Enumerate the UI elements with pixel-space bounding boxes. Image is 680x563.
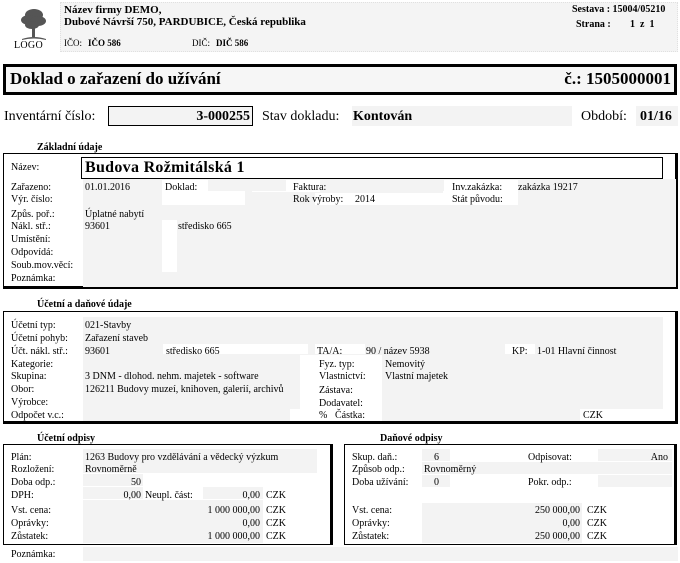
period-label: Období:: [581, 109, 627, 124]
accounting-cost-center-name: středisko 665: [166, 346, 220, 357]
usage-period-value: 0: [434, 477, 439, 488]
group-value: 3 DNM - dlohod. nehm. majetek - software: [85, 371, 259, 382]
production-year-label: Rok výroby:: [293, 194, 344, 205]
document-status-value: Kontován: [353, 109, 413, 124]
accounting-movement-label: Účetní pohyb:: [11, 333, 68, 344]
cost-center-name: středisko 665: [178, 221, 232, 232]
physical-type-label: Fyz. typ:: [319, 359, 355, 370]
logo-label: LOGO: [14, 40, 43, 51]
blank-cell: [393, 193, 445, 205]
tax-group-value: 6: [434, 452, 439, 463]
balance-label: Zůstatek:: [11, 531, 49, 542]
section-title-tax-depreciation: Daňové odpisy: [380, 433, 443, 444]
balance-currency: CZK: [266, 531, 286, 542]
country-of-origin-label: Stát původu:: [452, 194, 503, 205]
tax-accumulated-currency: CZK: [587, 518, 607, 529]
placed-date-value: 01.01.2016: [85, 182, 130, 193]
responsible-label: Odpovídá:: [11, 247, 54, 258]
write-off-label: Odpisovat:: [528, 452, 572, 463]
ico-label: IČO:: [64, 38, 82, 48]
deduction-label: Odpočet v.c.:: [11, 410, 64, 421]
balance-value: 1 000 000,00: [207, 531, 260, 542]
ico-value: IČO 586: [88, 38, 121, 48]
doklad-field: [208, 180, 286, 191]
cost-center-label: Nákl. stř.:: [11, 221, 51, 232]
input-price-value: 1 000 000,00: [207, 505, 260, 516]
distribution-label: Rozložení:: [11, 464, 55, 475]
tax-balance-value: 250 000,00: [535, 531, 580, 542]
group-label: Skupina:: [11, 371, 47, 382]
inventory-number-label: Inventární číslo:: [4, 109, 96, 124]
field-label: Obor:: [11, 384, 35, 395]
unpaid-part-label: Neupl. část:: [145, 490, 193, 501]
amount-label: Částka:: [335, 410, 365, 421]
pledge-label: Zástava:: [319, 385, 353, 396]
depreciation-period-value: 50: [131, 477, 141, 488]
usage-period-label: Doba užívání:: [352, 477, 409, 488]
unpaid-part-value: 0,00: [242, 490, 260, 501]
document-title: Doklad o zařazení do užívání: [10, 69, 221, 88]
vat-label: DPH:: [11, 490, 34, 501]
acquisition-method-label: Způs. poř.:: [11, 209, 55, 220]
note-label: Poznámka:: [11, 273, 56, 284]
invoice-label: Faktura:: [293, 182, 327, 193]
kp-label: KP:: [512, 346, 528, 357]
accumulated-depreciation-currency: CZK: [266, 518, 286, 529]
footer-note-label: Poznámka:: [11, 549, 56, 560]
production-year-value: 2014: [355, 194, 375, 205]
placed-date-label: Zařazeno:: [11, 182, 51, 193]
accounting-type-label: Účetní typ:: [11, 320, 56, 331]
footer-note-field: [83, 547, 678, 561]
asset-name-value: Budova Rožmitálská 1: [85, 159, 245, 176]
ownership-value: Vlastní majetek: [385, 371, 449, 382]
kp-value: 1-01 Hlavní činnost: [537, 346, 617, 357]
page-number: 1 z 1: [630, 19, 655, 30]
distribution-value: Rovnoměrně: [85, 464, 137, 475]
continued-field: [598, 475, 672, 487]
manufacturer-label: Výrobce:: [11, 397, 49, 408]
ownership-label: Vlastnictví:: [319, 371, 366, 382]
tax-accumulated-value: 0,00: [562, 518, 580, 529]
faktura-field: [354, 180, 444, 191]
cost-center-code: 93601: [85, 221, 110, 232]
document-status-label: Stav dokladu:: [262, 109, 340, 124]
voucher-label: Doklad:: [165, 182, 198, 193]
depreciation-method-value: Rovnoměrný: [424, 464, 477, 475]
movable-set-label: Soub.mov.věcí:: [11, 260, 74, 271]
inventory-number-value: 3-000255: [196, 109, 250, 124]
percent-label: %: [319, 410, 328, 421]
tax-group-label: Skup. daň.:: [352, 452, 398, 463]
field-value: 126211 Budovy muzeí, knihoven, galerií, archivů: [85, 384, 284, 395]
location-label: Umístění:: [11, 234, 51, 245]
accumulated-depreciation-label: Oprávky:: [11, 518, 49, 529]
write-off-value: Ano: [650, 452, 668, 463]
firm-address: Dubové Návrší 750, PARDUBICE, Česká republika: [64, 16, 306, 28]
dic-label: DIČ:: [192, 38, 210, 48]
accounting-movement-value: Zařazení staveb: [85, 333, 149, 344]
supplier-label: Dodavatel:: [319, 398, 363, 409]
report-id: Sestava : 15004/05210: [572, 4, 666, 15]
section-title-basic: Základní údaje: [37, 142, 103, 153]
document-number: č.: 1505000001: [564, 69, 671, 88]
category-label: Kategorie:: [11, 359, 54, 370]
period-value: 01/16: [640, 109, 672, 124]
accounting-cost-center-label: Účt. nákl. stř.:: [11, 346, 68, 357]
accounting-cost-center-code: 93601: [85, 346, 110, 357]
investment-order-label: Inv.zakázka:: [452, 182, 503, 193]
section-title-accounting-depreciation: Účetní odpisy: [37, 433, 96, 444]
tax-balance-currency: CZK: [587, 531, 607, 542]
investment-order-value: zakázka 19217: [518, 182, 578, 193]
input-price-currency: CZK: [266, 505, 286, 516]
depreciation-method-label: Způsob odp.:: [352, 464, 405, 475]
serial-number-label: Výr. číslo:: [11, 194, 53, 205]
tax-input-price-label: Vst. cena:: [352, 505, 392, 516]
ta-value: 90 / název 5938: [366, 346, 430, 357]
physical-type-value: Nemovitý: [385, 359, 425, 370]
dic-value: DIČ 586: [216, 38, 249, 48]
input-price-label: Vst. cena:: [11, 505, 51, 516]
plan-label: Plán:: [11, 452, 32, 463]
acquisition-method-value: Úplatné nabytí: [85, 209, 145, 220]
tax-balance-label: Zůstatek:: [352, 531, 390, 542]
ta-label: TA/A:: [317, 346, 343, 357]
deduction-field: [83, 409, 283, 421]
accounting-type-value: 021-Stavby: [85, 320, 132, 331]
vat-value: 0,00: [123, 490, 141, 501]
tax-input-price-value: 250 000,00: [535, 505, 580, 516]
accumulated-depreciation-value: 0,00: [242, 518, 260, 529]
firm-name: Název firmy DEMO,: [64, 4, 162, 16]
unpaid-part-currency: CZK: [266, 490, 286, 501]
continued-depreciation-label: Pokr. odp.:: [528, 477, 572, 488]
amount-currency: CZK: [583, 410, 603, 421]
section-title-accounting: Účetní a daňové údaje: [37, 299, 132, 310]
tax-input-price-currency: CZK: [587, 505, 607, 516]
blank-cell: [162, 220, 177, 272]
name-label: Název:: [11, 162, 40, 173]
plan-value: 1263 Budovy pro vzdělávání a vědecký výzkum: [85, 452, 279, 463]
tax-accumulated-label: Oprávky:: [352, 518, 390, 529]
page-label: Strana :: [576, 19, 611, 30]
depreciation-period-label: Doba odp.:: [11, 477, 56, 488]
